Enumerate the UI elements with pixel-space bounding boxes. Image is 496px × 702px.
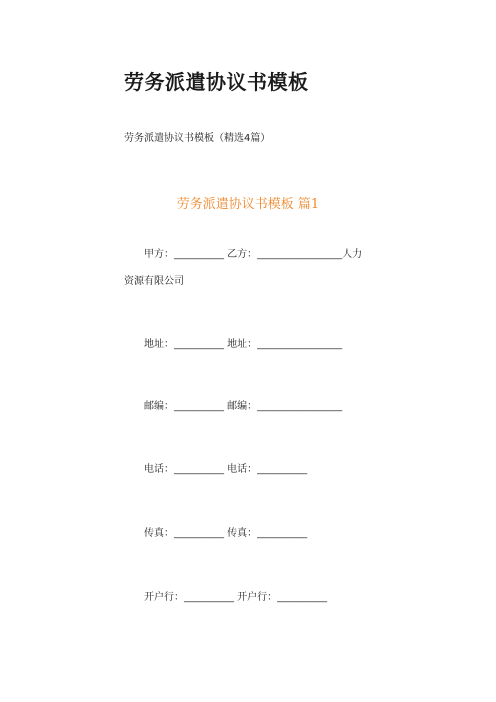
party-line: 甲方：__________ 乙方：_________________人力 (144, 249, 363, 260)
party-line-continuation: 资源有限公司 (124, 276, 184, 287)
document-title: 劳务派遣协议书模板 (124, 70, 309, 94)
section-heading: 劳务派遣协议书模板 篇1 (176, 197, 320, 212)
fax-line: 传真：__________ 传真：__________ (144, 528, 308, 539)
postcode-line: 邮编：__________ 邮编：_________________ (144, 401, 343, 412)
document-subtitle: 劳务派遣协议书模板（精选4篇） (124, 133, 271, 144)
phone-line: 电话：__________ 电话：__________ (144, 464, 308, 475)
address-line: 地址：__________ 地址：_________________ (144, 339, 343, 350)
bank-line: 开户行：__________ 开户行：__________ (144, 592, 328, 603)
